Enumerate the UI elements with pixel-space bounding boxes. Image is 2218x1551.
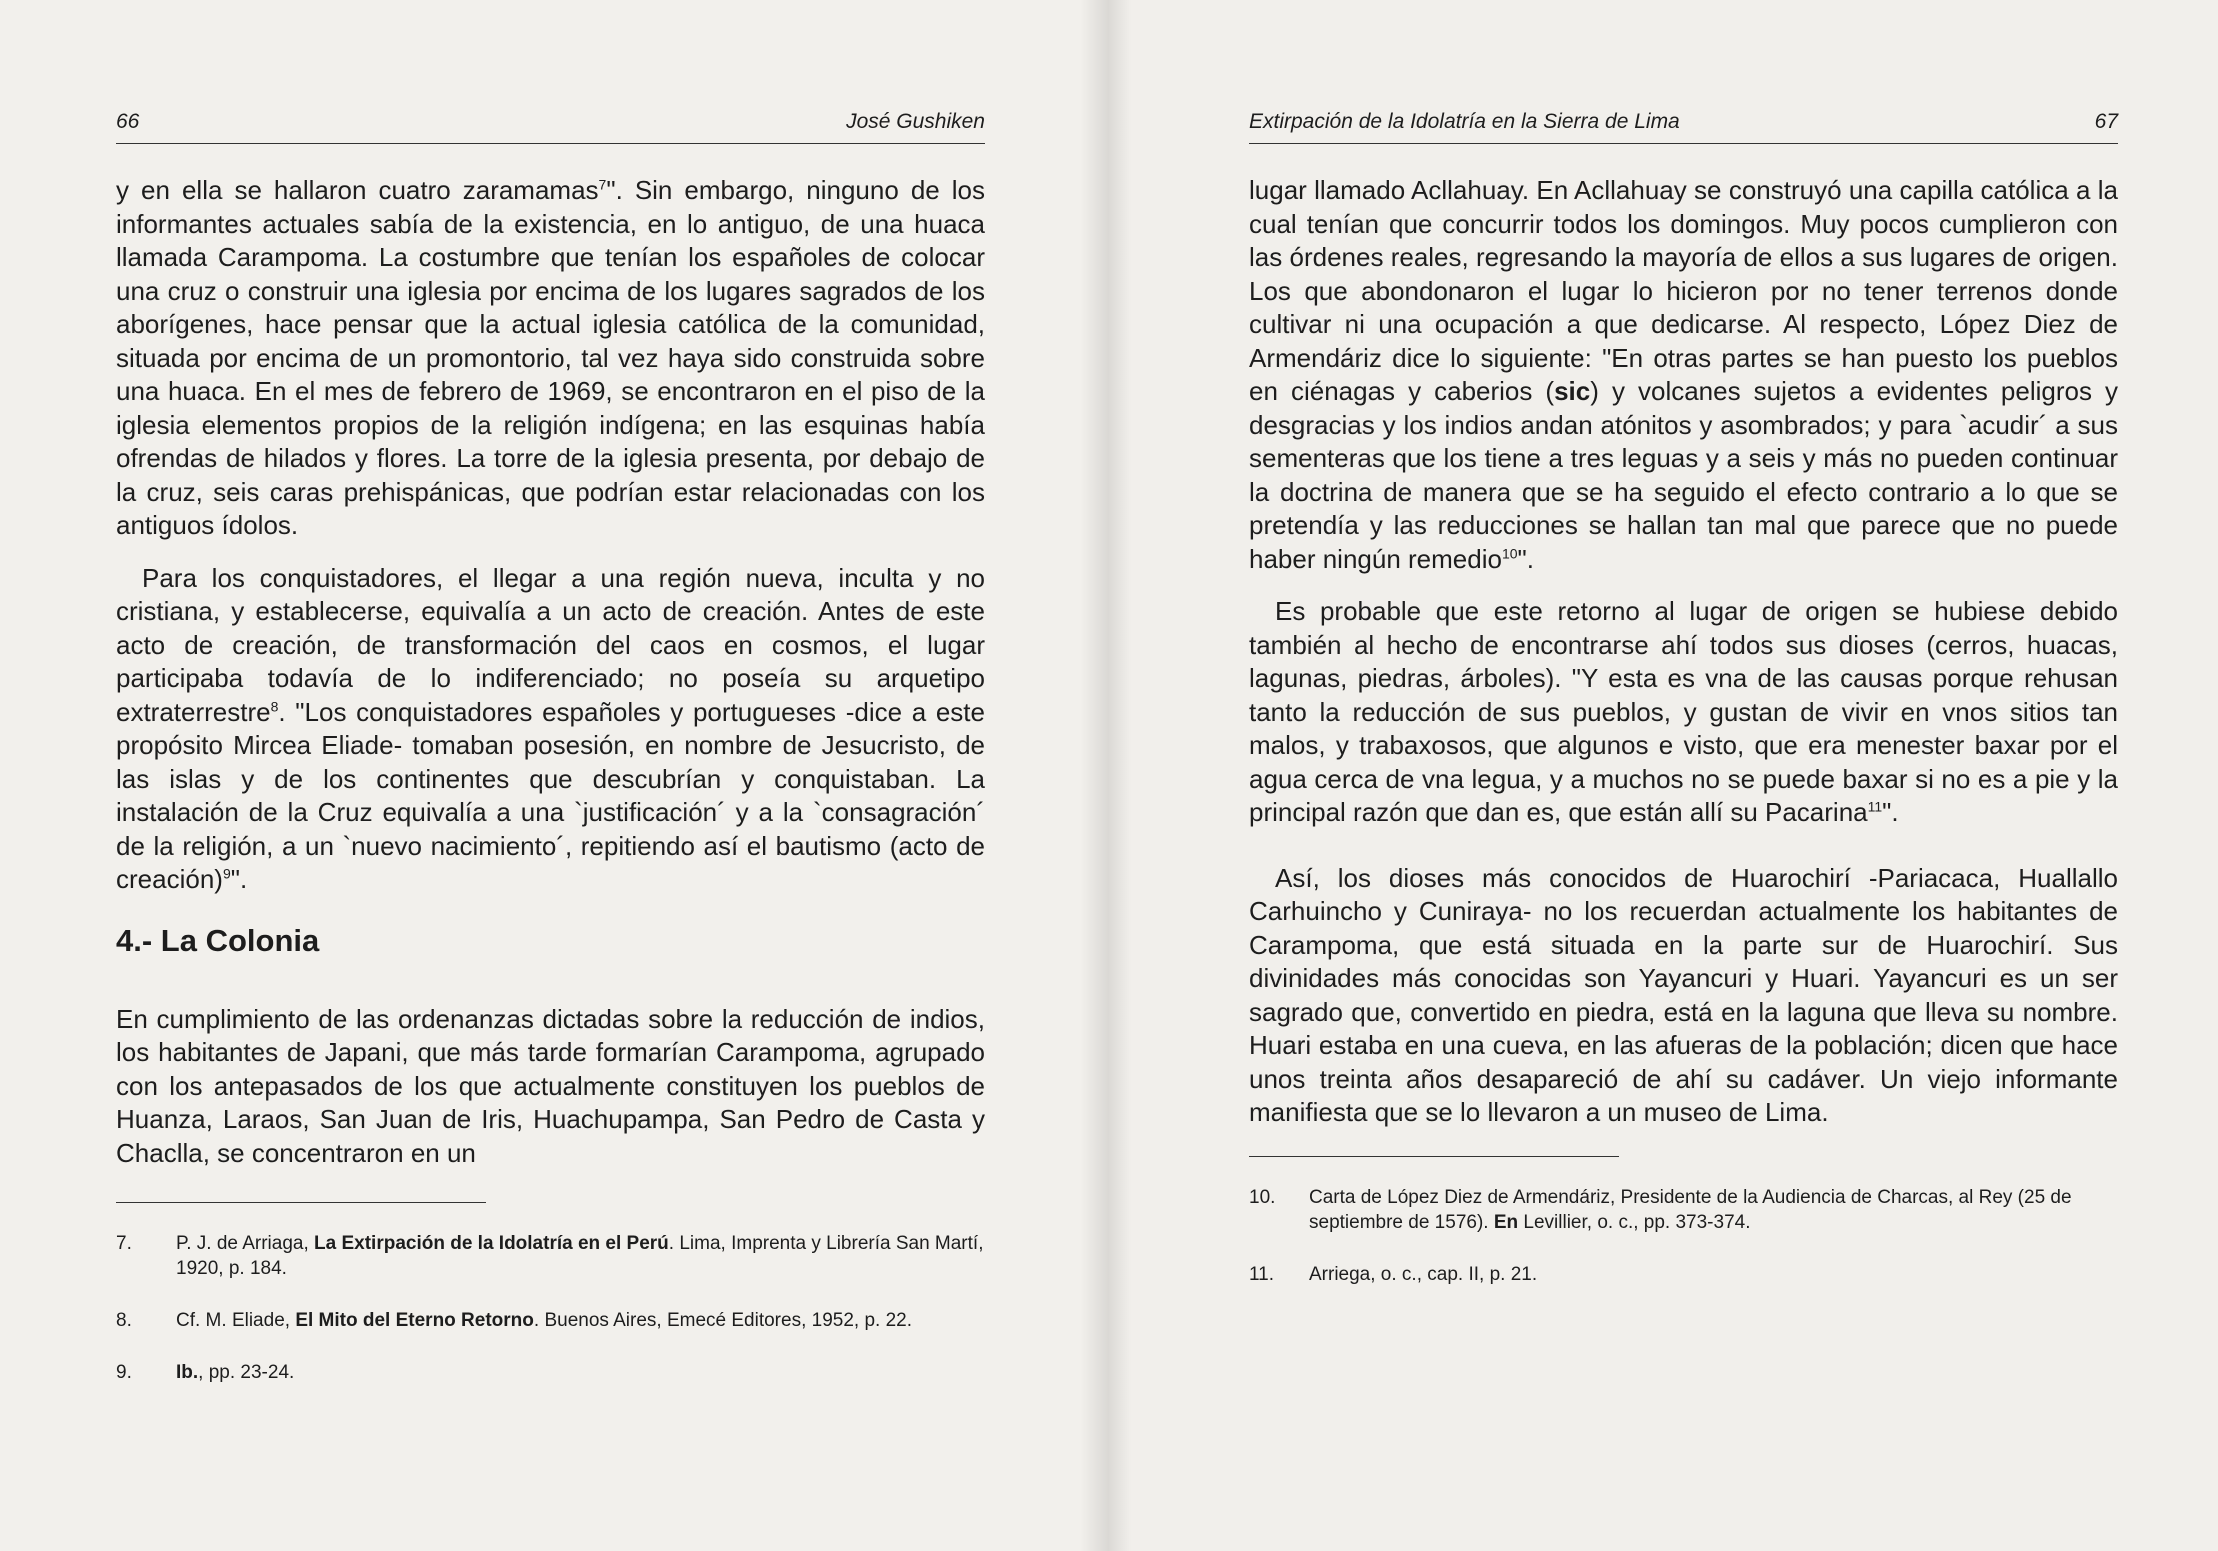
text-run: ". — [1517, 543, 1534, 574]
left-page-number: 66 — [116, 110, 140, 133]
footnote-ref-11: 11 — [1867, 798, 1883, 815]
text-run: Es probable que este retorno al lugar de origen se hubiese debido también al hecho de encontrarse ahí todos sus dioses (cerros, huacas, lagunas, piedras, árboles). "Y esta es vna de las causas porque rehusan tanto la reducción de sus pueblos, y gustan de vivir en vnos sitios tan malos, y trabaxosos, que algunos e visto, que era menester baxar por el agua cerca de vna legua, y a muchos no se puede baxar si no es a pie y la principal razón que dan es, que están allí su Pacarina — [1249, 596, 2118, 827]
footnote-number: 8. — [116, 1310, 132, 1331]
text-run: Carta de López Diez de Armendáriz, Presidente de la Audiencia de Charcas, al Rey (25 de septiembre de 1576). — [1309, 1186, 2072, 1233]
footnote-text — [176, 1308, 985, 1333]
footnote-7 — [116, 1231, 985, 1281]
book-title: El Mito del Eterno Retorno — [295, 1310, 534, 1331]
text-run: P. J. de Arriaga, — [176, 1233, 315, 1254]
footnote-ref-10: 10 — [1501, 544, 1518, 561]
footnote-text — [176, 1360, 985, 1385]
right-page — [1109, 0, 2218, 1551]
page-gutter-shadow — [1080, 0, 1109, 1551]
footnote-ref-8: 8 — [270, 697, 279, 714]
text-run: . "Los conquistadores españoles y portugueses -dice a este propósito Mircea Eliade- tomaban posesión, en nombre de Jesucristo, de las islas y de los continentes que descubrían y conquistaban. La instalación de la Cruz equivalía a una `justificación´ y a la `consagración´ de la religión, a un `nuevo nacimiento´, repitiendo así el bautismo (acto de creación) — [116, 696, 985, 894]
left-paragraph-2 — [116, 562, 985, 897]
right-page-header — [1249, 108, 2118, 144]
sic-mark: sic — [1554, 376, 1591, 406]
footnote-9 — [116, 1360, 985, 1385]
right-paragraph-3: Así, los dioses más conocidos de Huarochirí -Pariacaca, Huallallo Carhuincho y Cuniraya- no los recuerdan actualmente los habitantes de Carampoma, que está situada en la parte sur de Huarochirí. Sus divinidades más conocidas son Yayancuri y Huari. Yayancuri es un ser sagrado que, convertido en piedra, está en la laguna que lleva su nombre. Huari estaba en una cueva, en las afueras de la población; dicen que hace unos treinta años desapareció de ahí su cadáver. Un viejo informante manifiesta que se lo llevaron a un museo de Lima. — [1249, 862, 2118, 1127]
footnote-divider — [116, 1202, 486, 1203]
section-heading: 4.- La Colonia — [116, 922, 320, 958]
bold-run: En — [1493, 1211, 1519, 1233]
footnote-divider — [1249, 1156, 1619, 1157]
text-run: Arriega, o. c., cap. II, p. 21. — [1309, 1263, 1538, 1285]
left-paragraph-3: En cumplimiento de las ordenanzas dictadas sobre la reducción de indios, los habitantes de Japani, que más tarde formarían Carampoma, agrupado con los antepasados de los que actualmente constituyen los pueblos de Huanza, Laraos, San Juan de Iris, Huachupampa, San Pedro de Casta y Chaclla, se concentraron en un — [116, 1003, 985, 1168]
right-paragraph-2 — [1249, 595, 2118, 830]
left-running-head: José Gushiken — [846, 110, 985, 133]
footnote-number: 10. — [1249, 1186, 1276, 1208]
footnote-number: 11. — [1249, 1263, 1275, 1285]
footnote-11 — [1249, 1262, 2118, 1287]
footnote-10 — [1249, 1185, 2118, 1235]
left-page-header — [116, 108, 985, 144]
text-run: ". Sin embargo, ninguno de los informantes actuales sabía de la existencia, en lo antiguo, de una huaca llamada Carampoma. La costumbre que tenían los españoles de colocar una cruz o construir una iglesia por encima de los lugares sagrados de los aborígenes, hace pensar que la actual iglesia católica de la comunidad, situada por encima de un promontorio, tal vez haya sido construida sobre una huaca. En el mes de febrero de 1969, se encontraron en el piso de la iglesia elementos propios de la religión indígena; en las esquinas había ofrendas de hilados y flores. La torre de la iglesia presenta, por debajo de la cruz, seis caras prehispánicas, que podrían estar relacionadas con los antiguos ídolos. — [116, 175, 985, 540]
text-run: . Buenos Aires, Emecé Editores, 1952, p. 22. — [533, 1310, 912, 1331]
footnote-text — [1309, 1262, 2118, 1287]
text-run: Para los conquistadores, el llegar a una región nueva, inculta y no cristiana, y establecerse, equivalía a un acto de creación. Antes de este acto de creación, de transformación del caos en cosmos, el lugar participaba todavía de lo indiferenciado; no poseía su arquetipo extraterrestre — [116, 562, 985, 727]
text-run: . Lima, Imprenta y Librería San Martí, 1920, p. 184. — [176, 1233, 984, 1279]
footnote-number: 7. — [116, 1233, 132, 1254]
text-run: ) y volcanes sujetos a evidentes peligros y desgracias y los indios andan atónitos y asombrados; y para `acudir´ a sus sementeras que los tiene a tres leguas y a seis y más no pueden continuar la doctrina de manera que se ha seguido el efecto contrario a lo que se pretendía y las reducciones se hallan tan mal que parece que no puede haber ningún remedio — [1249, 376, 2118, 574]
footnote-ref-7: 7 — [598, 176, 607, 193]
footnote-8 — [116, 1308, 985, 1333]
text-run: ". — [1882, 797, 1899, 827]
right-running-head: Extirpación de la Idolatría en la Sierra de Lima — [1249, 110, 1680, 133]
footnote-number: 9. — [116, 1362, 132, 1383]
text-run: y en ella se hallaron cuatro zaramamas — [116, 175, 599, 205]
left-paragraph-1 — [116, 174, 985, 543]
right-paragraph-1 — [1249, 174, 2118, 576]
text-run: Cf. M. Eliade, — [176, 1310, 296, 1331]
right-page-number: 67 — [2094, 110, 2118, 133]
footnote-text — [176, 1231, 985, 1281]
footnote-ref-9: 9 — [222, 865, 231, 882]
text-run: ". — [230, 864, 248, 894]
book-title: Ib. — [176, 1362, 199, 1383]
text-run: , pp. 23-24. — [198, 1362, 295, 1383]
page-gutter-shadow — [1109, 0, 1131, 1551]
footnote-text — [1309, 1185, 2118, 1235]
text-run: Levillier, o. c., pp. 373-374. — [1518, 1211, 1751, 1233]
text-run: lugar llamado Acllahuay. En Acllahuay se construyó una capilla católica a la cual tenían que concurrir todos los domingos. Muy pocos cumplieron con las órdenes reales, regresando la mayoría de ellos a sus lugares de origen. Los que abondonaron el lugar lo hicieron por no tener terrenos donde cultivar ni una ocupación a que dedicarse. Al respecto, López Diez de Armendáriz dice lo siguiente: "En otras partes se han puesto los pueblos en ciénagas y caberios ( — [1249, 175, 2118, 406]
book-title: La Extirpación de la Idolatría en el Perú — [314, 1233, 669, 1254]
